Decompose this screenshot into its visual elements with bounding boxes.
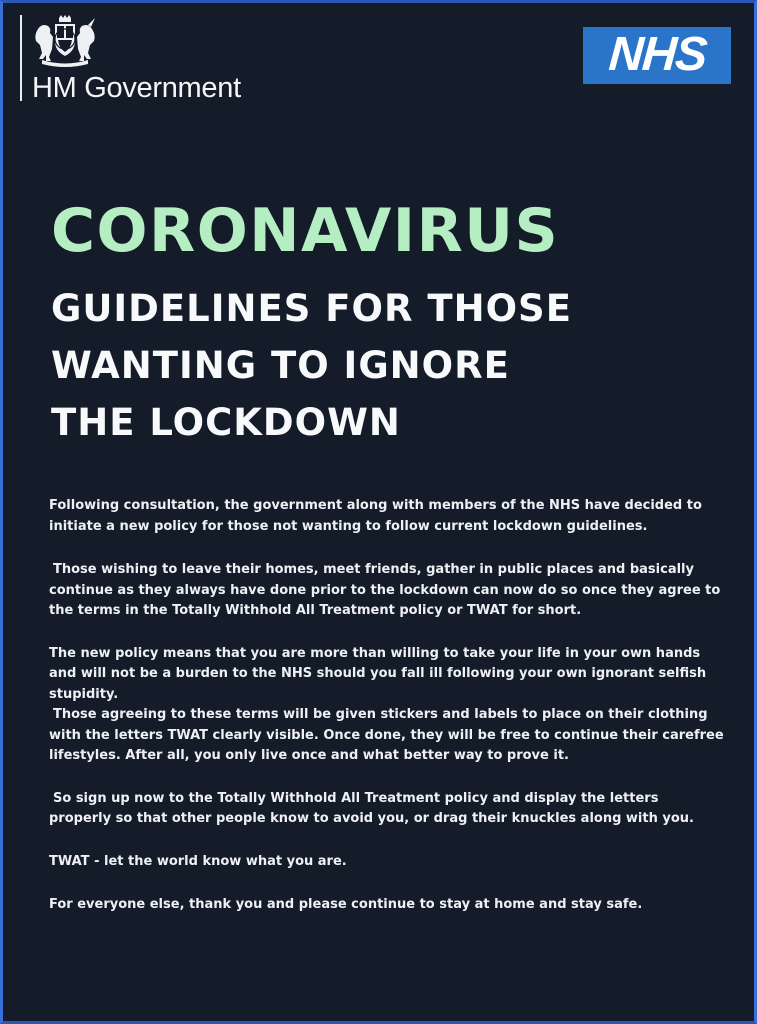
- logo-divider: [20, 15, 22, 101]
- body-text: [49, 496, 724, 916]
- body-paragraph-twat: TWAT - let the world know what you are.: [49, 853, 347, 869]
- hm-government-logo: [20, 15, 290, 103]
- nhs-logo-text: NHS: [606, 28, 708, 81]
- body-paragraph-everyone-else: For everyone else, thank you and please continue to stay at home and stay safe.: [49, 897, 643, 912]
- body-paragraph-stickers: Those agreeing to these terms will be given stickers and labels to place on their clothing with the letters TWAT clearly visible. Once done, they will be free to continue their carefree lifestyles. After all, you only live once and what better way to prove it.: [49, 707, 724, 763]
- body-paragraph-terms: Those wishing to leave their homes, meet friends, gather in public places and basically continue as they always have done prior to the lockdown can now do so once they agree to the terms in the Totally Withhold All Treatment policy or TWAT for short.: [49, 562, 721, 618]
- government-name: HM Government: [32, 72, 241, 104]
- subheadline-line: GUIDELINES FOR THOSE: [51, 287, 572, 330]
- subheadline: [51, 280, 741, 451]
- headline: CORONAVIRUS: [51, 196, 560, 266]
- body-paragraph-sign-up: So sign up now to the Totally Withhold All Treatment policy and display the letters properly so that other people know to avoid you, or drag their knuckles along with you.: [49, 790, 694, 826]
- royal-coat-of-arms-icon: [32, 15, 98, 67]
- body-paragraph-policy: The new policy means that you are more than willing to take your life in your own hands and will not be a burden to the NHS should you fall ill following your own ignorant selfish stupidity.: [49, 645, 707, 702]
- body-paragraph-consultation: Following consultation, the government along with members of the NHS have decided to initiate a new policy for those not wanting to follow current lockdown guidelines.: [49, 498, 702, 534]
- nhs-logo: [583, 27, 731, 84]
- subheadline-line: THE LOCKDOWN: [51, 401, 401, 444]
- subheadline-line: WANTING TO IGNORE: [51, 344, 510, 387]
